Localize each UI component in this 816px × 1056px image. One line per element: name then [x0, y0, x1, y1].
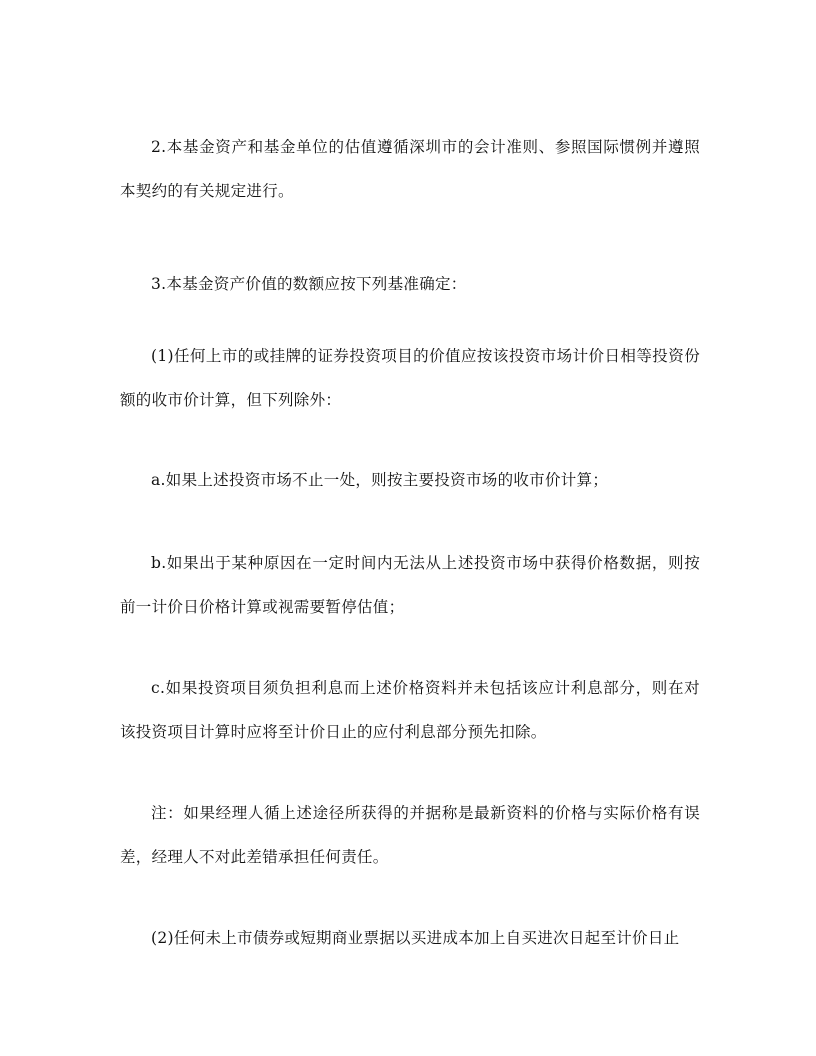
paragraph-valuation-basis: 3.本基金资产价值的数额应按下列基准确定： [151, 275, 467, 293]
paragraph-exception-c: c.如果投资项目须负担利息而上述价格资料并未包括该应计利息部分，则在对该投资项目计算时应将至计价日止的应付利息部分预先扣除。 [120, 679, 700, 741]
paragraph-unlisted-bonds: (2)任何未上市债券或短期商业票据以买进成本加上自买进次日起至计价日止 [151, 929, 680, 947]
paragraph-note: 注：如果经理人循上述途径所获得的并据称是最新资料的价格与实际价格有误差，经理人不对此差错承担任何责任。 [120, 804, 700, 866]
paragraph-valuation-principle: 2.本基金资产和基金单位的估值遵循深圳市的会计准则、参照国际惯例并遵照本契约的有关规定进行。 [120, 138, 700, 200]
paragraph-exception-b: b.如果出于某种原因在一定时间内无法从上述投资市场中获得价格数据，则按前一计价日价格计算或视需要暂停估值； [120, 554, 700, 616]
paragraph-listed-securities: (1)任何上市的或挂牌的证券投资项目的价值应按该投资市场计价日相等投资份额的收市价计算，但下列除外： [120, 347, 700, 409]
paragraph-exception-a: a.如果上述投资市场不止一处，则按主要投资市场的收市价计算； [151, 471, 609, 489]
